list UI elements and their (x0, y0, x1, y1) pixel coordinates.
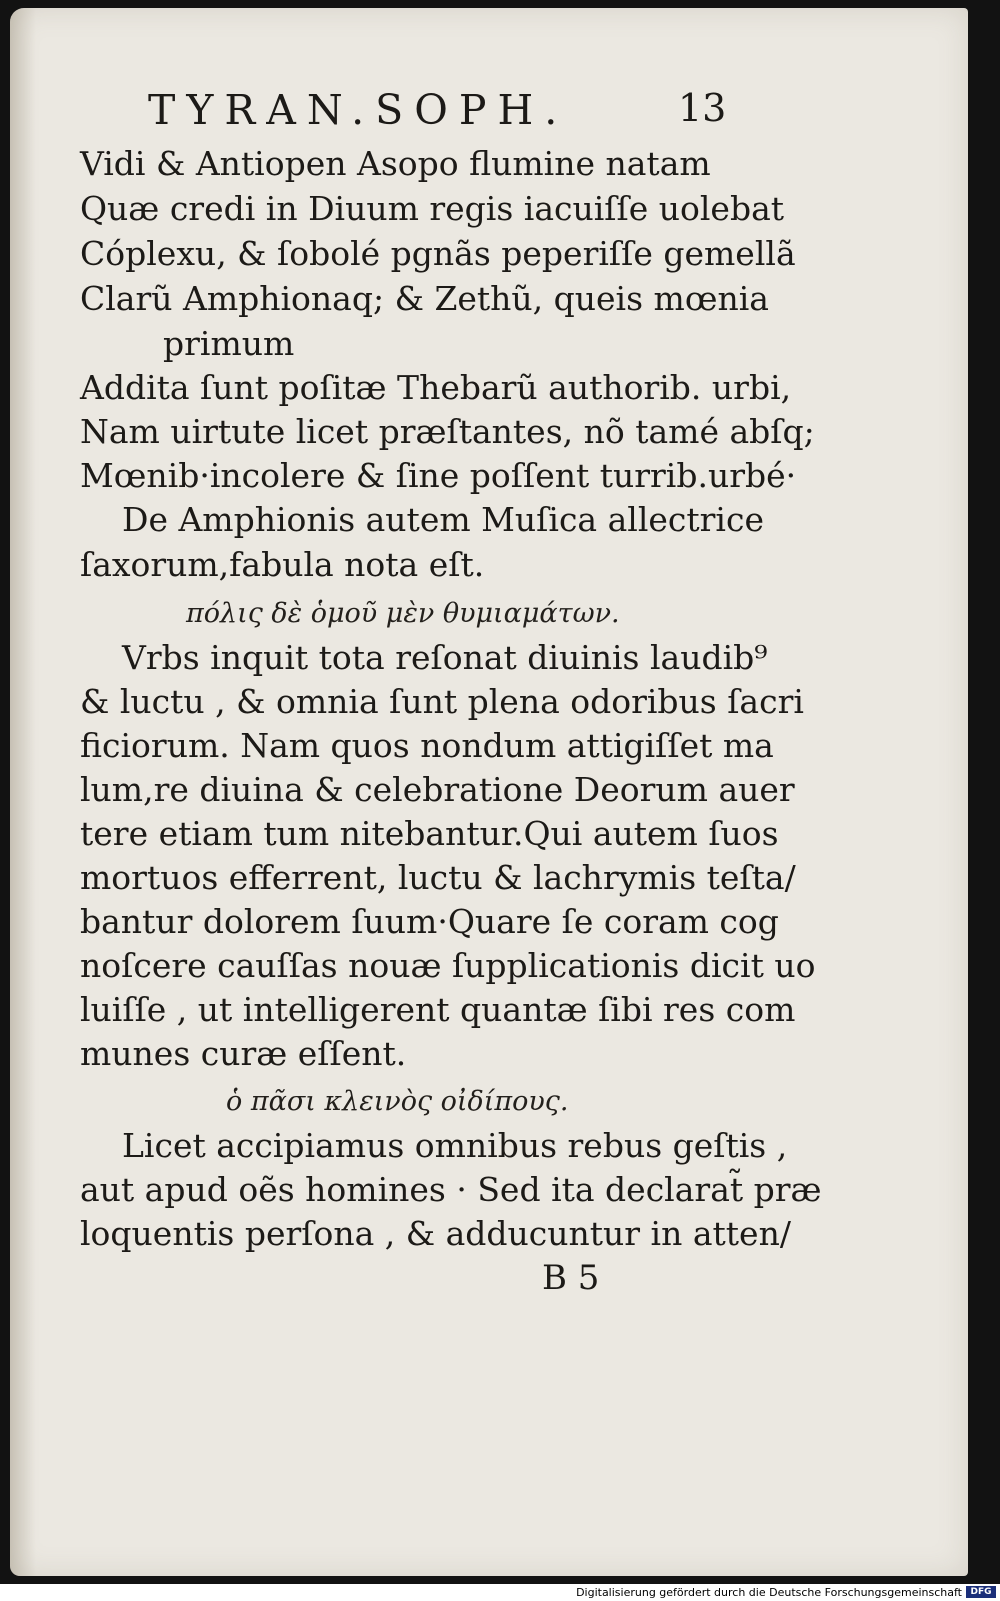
paragraph-line: Vrbs inquit tota reſonat diuinis laudib⁹ (122, 638, 768, 677)
verse-line: Vidi & Antiopen Asopo flumine natam (80, 144, 711, 183)
funding-credit: Digitalisierung gefördert durch die Deutsche Forschungsgemeinschaft (576, 1586, 962, 1599)
paragraph-line: loquentis perſona , & adducuntur in atten/ (80, 1214, 791, 1253)
greek-lemma: ὁ πᾶσι κλεινὸς οἰδίπους. (226, 1086, 569, 1117)
paragraph-line: & luctu , & omnia ſunt plena odoribus ſacri (80, 682, 804, 721)
paragraph-line: Licet accipiamus omnibus rebus geſtis , (122, 1126, 788, 1165)
paragraph-line: ficiorum. Nam quos nondum attigiſſet ma (80, 726, 774, 765)
verse-line: primum (163, 324, 295, 363)
book-page (10, 8, 968, 1576)
verse-line: Clarũ Amphionaq; & Zethũ, queis mœnia (80, 279, 769, 318)
verse-line: Mœnib·incolere & ſine poſſent turrib.urbé· (80, 456, 797, 495)
paragraph-line: ſaxorum,fabula nota eſt. (80, 545, 485, 584)
paragraph-line: luiſſe , ut intelligerent quantæ ſibi res com (80, 990, 796, 1029)
paragraph-line: noſcere cauſſas nouæ ſupplicationis dicit uo (80, 946, 816, 985)
paragraph-line: bantur dolorem ſuum·Quare ſe coram cog (80, 902, 779, 941)
verse-line: Nam uirtute licet præſtantes, nõ tamé abſq; (80, 412, 815, 451)
greek-lemma: πόλις δὲ ὁμοῦ μὲν θυμιαμάτων. (186, 598, 620, 629)
paragraph-line: lum,re diuina & celebratione Deorum auer (80, 770, 795, 809)
paragraph-line: mortuos efferrent, luctu & lachrymis teſta/ (80, 858, 796, 897)
verse-line: Quæ credi in Diuum regis iacuiſſe uolebat (80, 189, 785, 228)
verse-line: Addita ſunt poſitæ Thebarũ authorib. urbi, (80, 368, 792, 407)
paragraph-line: De Amphionis autem Muſica allectrice (122, 500, 764, 539)
paragraph-line: munes curæ eſſent. (80, 1034, 407, 1073)
verse-line: Cóplexu, & ſobolé pgnãs peperiſſe gemellã (80, 234, 796, 273)
page-number: 13 (678, 86, 727, 130)
paragraph-line: aut apud oẽs homines · Sed ita declarat̃ præ (80, 1170, 822, 1209)
running-title: TYRAN.SOPH. (148, 86, 569, 134)
digitization-footer (0, 1584, 1000, 1601)
paragraph-line: tere etiam tum nitebantur.Qui autem ſuos (80, 814, 779, 853)
signature-mark: B 5 (542, 1258, 600, 1298)
dfg-logo: DFG (966, 1586, 996, 1598)
